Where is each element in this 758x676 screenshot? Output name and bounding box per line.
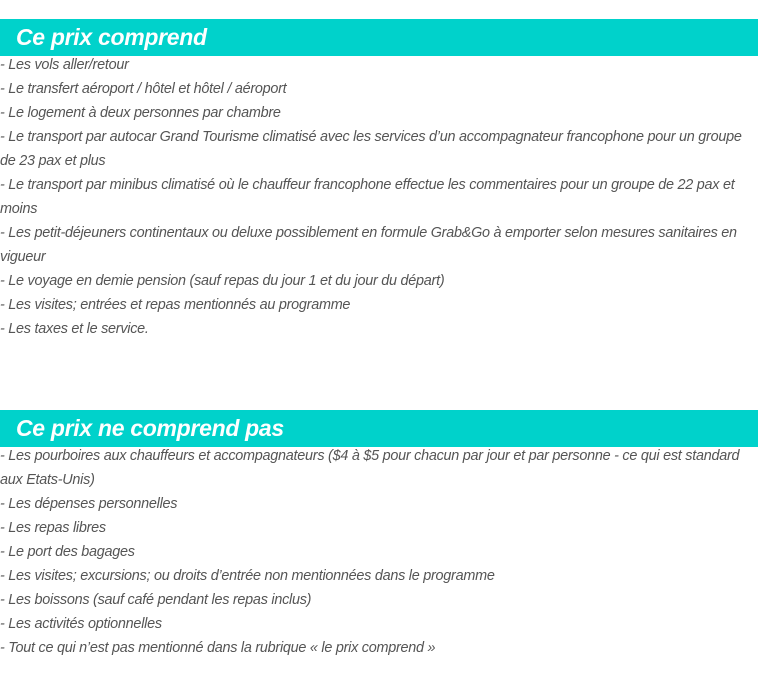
list-item: - Le transfert aéroport / hôtel et hôtel / aéroport bbox=[0, 81, 287, 97]
list-item: - Le logement à deux personnes par chambre bbox=[0, 105, 281, 121]
list-item: - Les boissons (sauf café pendant les repas inclus) bbox=[0, 592, 312, 608]
list-item: - Tout ce qui n’est pas mentionné dans la rubrique « le prix comprend » bbox=[0, 640, 436, 656]
list-item: - Les visites; excursions; ou droits d’entrée non mentionnées dans le programme bbox=[0, 568, 495, 584]
list-item: - Les vols aller/retour bbox=[0, 57, 129, 73]
list-item: - Le transport par autocar Grand Tourisme climatisé avec les services d’un accompagnateur francophone pour un groupe de 23 pax et plus bbox=[0, 129, 742, 169]
list-item: - Les repas libres bbox=[0, 520, 106, 536]
list-item: - Le voyage en demie pension (sauf repas du jour 1 et du jour du départ) bbox=[0, 273, 445, 289]
list-item: - Les taxes et le service. bbox=[0, 321, 149, 337]
list-item: - Les petit-déjeuners continentaux ou deluxe possiblement en formule Grab&Go à emporter selon mesures sanitaires en vigueur bbox=[0, 225, 737, 265]
list-item: - Le port des bagages bbox=[0, 544, 135, 560]
list-item: - Les visites; entrées et repas mentionnés au programme bbox=[0, 297, 351, 313]
list-item: - Les dépenses personnelles bbox=[0, 496, 178, 512]
section-title-excluded: Ce prix ne comprend pas bbox=[0, 410, 758, 447]
list-item: - Le transport par minibus climatisé où le chauffeur francophone effectue les commentaires pour un groupe de 22 pax et moins bbox=[0, 177, 735, 217]
section-title-included: Ce prix comprend bbox=[0, 19, 758, 56]
included-list bbox=[0, 53, 758, 341]
list-item: - Les activités optionnelles bbox=[0, 616, 162, 632]
list-item: - Les pourboires aux chauffeurs et accompagnateurs ($4 à $5 pour chacun par jour et par personne - ce qui est standard aux Etats-Unis) bbox=[0, 448, 740, 488]
excluded-list bbox=[0, 444, 758, 660]
